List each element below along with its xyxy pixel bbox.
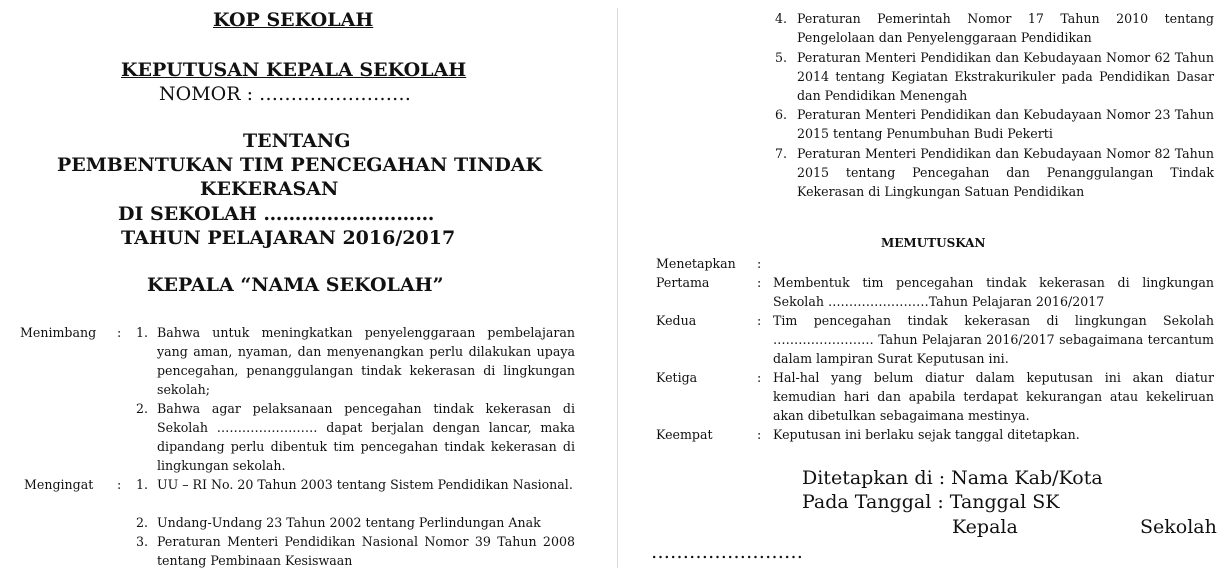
- tentang-heading: TENTANG: [243, 130, 351, 152]
- menimbang-item-text: Bahwa untuk meningkatkan penyelenggaraan pembelajaran yang aman, nyaman, dan menyenangkan perlu dilakukan upaya pencegahan, penanggulangan tindak kekerasan di lingkungan sekolah;: [157, 325, 575, 397]
- mengingat-item-number: 2.: [136, 515, 149, 530]
- decision-label: Keempat: [656, 427, 713, 442]
- mengingat-item-number: 7.: [775, 146, 788, 161]
- memutuskan-heading: MEMUTUSKAN: [881, 236, 986, 250]
- mengingat-label: Mengingat: [24, 477, 94, 492]
- subject-line-4: TAHUN PELAJARAN 2016/2017: [121, 227, 456, 249]
- decision-label: Ketiga: [656, 370, 698, 385]
- mengingat-item-number: 6.: [775, 107, 788, 122]
- signature-kepala-word: Kepala: [952, 516, 1018, 538]
- mengingat-item-number: 5.: [775, 50, 788, 65]
- mengingat-item-text: Peraturan Menteri Pendidikan dan Kebudayaan Nomor 82 Tahun 2015 tentang Pencegahan dan Penanggulangan Tindak Kekerasan di Lingkungan Satuan Pendidikan: [797, 146, 1214, 199]
- menetapkan-label: Menetapkan: [656, 256, 736, 271]
- decision-text: Keputusan ini berlaku sejak tanggal ditetapkan.: [773, 427, 1080, 442]
- mengingat-item-number: 3.: [136, 534, 149, 549]
- document-page-left: [0, 0, 600, 571]
- menetapkan-colon: :: [757, 256, 762, 271]
- subject-line-3: DI SEKOLAH ………………………: [118, 203, 435, 225]
- menimbang-colon: :: [117, 325, 122, 340]
- decision-colon: :: [757, 370, 762, 385]
- subject-line-1: PEMBENTUKAN TIM PENCEGAHAN TINDAK: [57, 154, 543, 176]
- mengingat-item-text: Undang-Undang 23 Tahun 2002 tentang Perlindungan Anak: [157, 515, 541, 530]
- menimbang-item-text: Bahwa agar pelaksanaan pencegahan tindak kekerasan di Sekolah …………………… dapat berjalan dengan lancar, maka dipandang perlu dibentuk tim pencegahan tindak kekerasan di lingkungan sekolah.: [157, 401, 575, 473]
- mengingat-item-text: Peraturan Menteri Pendidikan dan Kebudayaan Nomor 62 Tahun 2014 tentang Kegiatan Ekstrakurikuler pada Pendidikan Dasar dan Pendidikan Menengah: [797, 50, 1214, 103]
- kepala-heading: KEPALA “NAMA SEKOLAH”: [147, 274, 444, 296]
- page-divider: [617, 8, 618, 568]
- decision-text: Membentuk tim pencegahan tindak kekerasan di lingkungan Sekolah ……………………Tahun Pelajaran 2016/2017: [773, 275, 1214, 309]
- mengingat-item-text: UU – RI No. 20 Tahun 2003 tentang Sistem Pendidikan Nasional.: [157, 477, 573, 492]
- mengingat-colon: :: [117, 477, 122, 492]
- ditetapkan-line: Ditetapkan di : Nama Kab/Kota: [802, 467, 1103, 489]
- menimbang-item-number: 1.: [136, 325, 149, 340]
- decision-label: Kedua: [656, 313, 697, 328]
- decision-colon: :: [757, 427, 762, 442]
- signature-sekolah-word: Sekolah: [1140, 516, 1217, 538]
- decision-colon: :: [757, 275, 762, 290]
- subject-line-2: KEKERASAN: [200, 178, 339, 200]
- decree-number: NOMOR : ……………………: [159, 83, 412, 105]
- document-page-right: [636, 0, 1231, 571]
- mengingat-item-text: Peraturan Menteri Pendidikan dan Kebudayaan Nomor 23 Tahun 2015 tentang Penumbuhan Budi Pekerti: [797, 107, 1214, 141]
- kop-heading: KOP SEKOLAH: [213, 9, 374, 31]
- mengingat-item-text: Peraturan Menteri Pendidikan Nasional Nomor 39 Tahun 2008 tentang Pembinaan Kesiswaan: [157, 534, 575, 568]
- mengingat-item-number: 1.: [136, 477, 149, 492]
- tanggal-line: Pada Tanggal : Tanggal SK: [802, 491, 1060, 513]
- menimbang-label: Menimbang: [20, 325, 97, 340]
- decision-text: Hal-hal yang belum diatur dalam keputusan ini akan diatur kemudian hari dan apabila terdapat kekurangan atau kekeliruan akan dibetulkan sebagaimana mestinya.: [773, 370, 1214, 423]
- decision-text: Tim pencegahan tindak kekerasan di lingkungan Sekolah …………………… Tahun Pelajaran 2016/2017 sebagaimana tercantum dalam lampiran Surat Keputusan ini.: [773, 313, 1214, 366]
- signature-line: ……………………: [651, 541, 803, 563]
- menimbang-item-number: 2.: [136, 401, 149, 416]
- mengingat-item-text: Peraturan Pemerintah Nomor 17 Tahun 2010 tentang Pengelolaan dan Penyelenggaraan Pendidikan: [797, 11, 1214, 45]
- decree-title: KEPUTUSAN KEPALA SEKOLAH: [121, 59, 467, 81]
- mengingat-item-number: 4.: [775, 11, 788, 26]
- decision-label: Pertama: [656, 275, 710, 290]
- decision-colon: :: [757, 313, 762, 328]
